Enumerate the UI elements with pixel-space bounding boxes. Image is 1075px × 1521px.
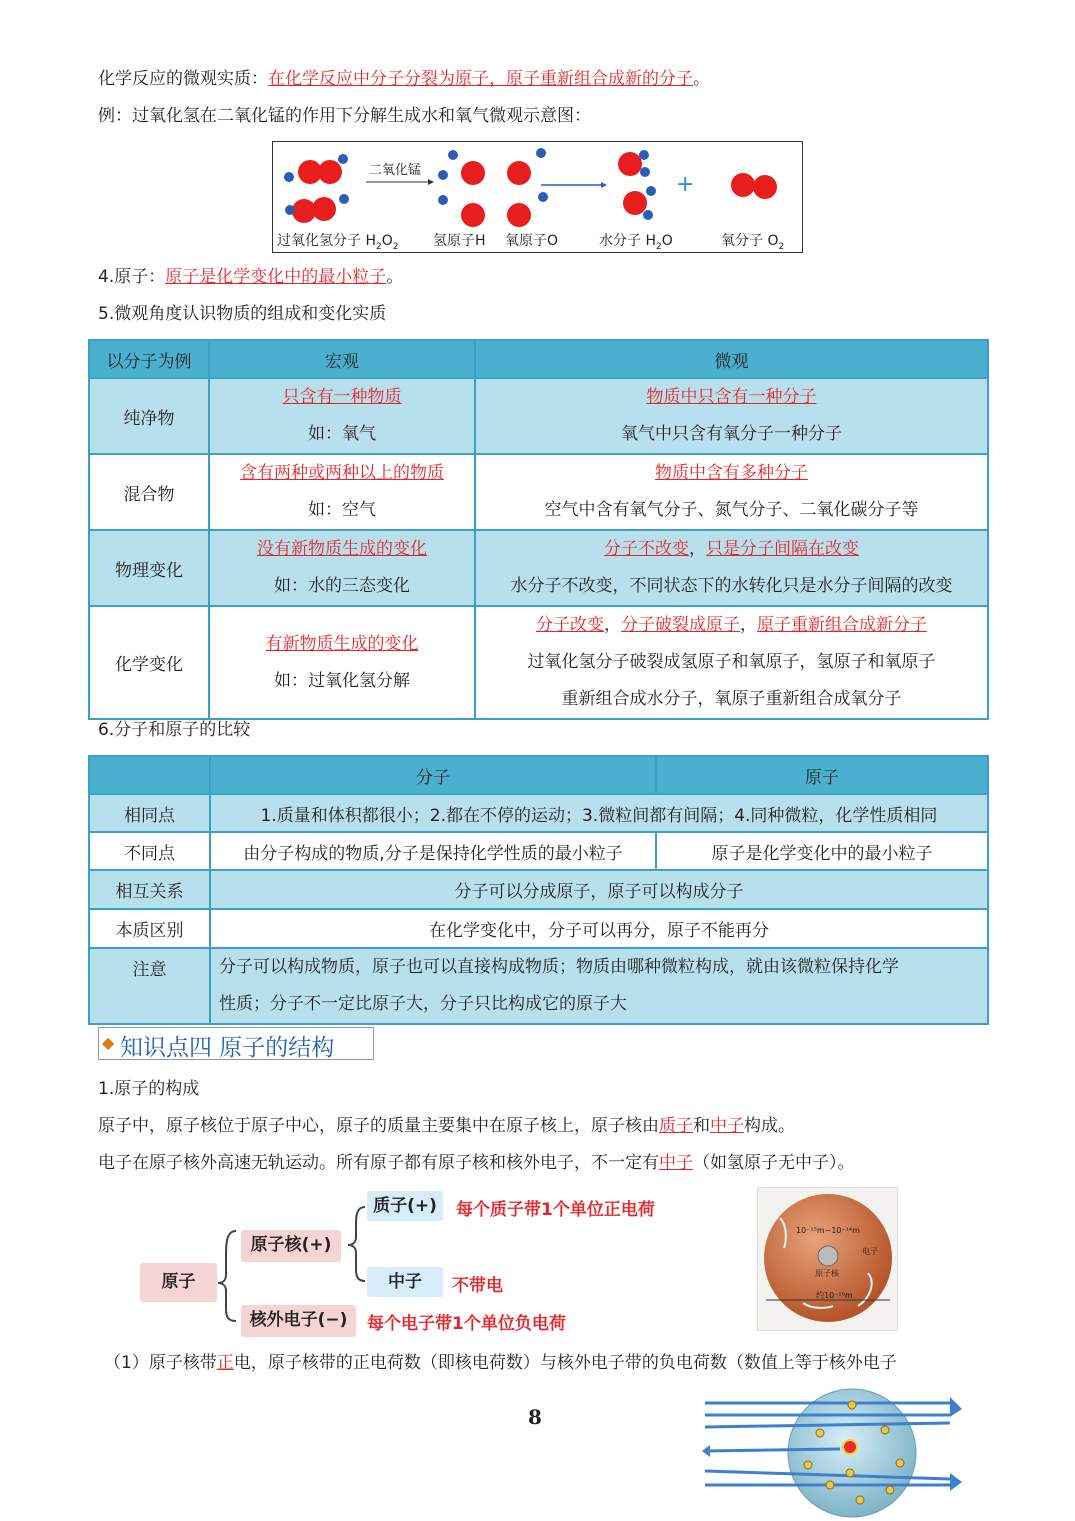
text: 分子可以构成物质，原子也可以直接构成物质；物质由哪种微粒构成，就由该微粒保持化学 [219,957,899,977]
paragraph-charge [104,1352,897,1374]
text: 。 [693,69,710,89]
proton-box: 质子(+) [367,1191,443,1221]
table-row [89,454,988,530]
paragraph-electron [98,1152,855,1174]
nucleus-box: 原子核(+) [241,1230,341,1262]
header-cell: 以分子为例 [89,340,209,378]
example-text: 氧气中只含有氧分子一种分子 [621,424,842,444]
label-water [599,230,673,252]
electron-desc: 每个电子带1个单位负电荷 [367,1314,566,1334]
reaction-essence-line [98,68,710,90]
neutron-desc: 不带电 [452,1276,503,1296]
reaction-diagram [272,141,803,253]
example-text: 如：空气 [308,500,376,520]
text: 电，原子核带的正电荷数（即核电荷数）与核外电子带的负电荷数（数值上等于核外电子 [233,1353,897,1373]
row-label: 注意 [89,948,210,1024]
example-text: 空气中含有氧气分子、氮气分子、二氧化碳分子等 [544,500,919,520]
table-row [89,794,988,832]
answer-text: 有新物质生成的变化 [265,633,419,654]
answer-text: 分子改变 [536,615,604,635]
label-oxygen [721,230,784,252]
answer-text: 中子 [659,1153,693,1173]
label-h2o2: 过氧化氢分子 $H_2O_2$ [277,233,399,252]
electron-label: 电子 [862,1247,878,1256]
row-label: 混合物 [89,454,209,530]
row-label: 物理变化 [89,530,209,606]
cell: 1.质量和体积都很小；2.都在不停的运动；3.微粒间都有间隔；4.同种微粒，化学性质相同 [210,794,988,832]
table-row [89,870,988,909]
table-row [89,378,988,454]
example-text: 如：过氧化氢分解 [274,670,410,691]
text: 化学反应的微观实质： [98,69,268,89]
answer-text: 含有两种或两种以上的物质 [240,463,444,483]
answer-text: 原子重新组合成新分子 [757,615,927,635]
answer-text: 分子破裂成原子 [621,615,740,635]
text: 性质；分子不一定比原子大，分子只比构成它的原子大 [219,994,627,1014]
text: ， [689,539,706,559]
proton-desc: 每个质子带1个单位正电荷 [456,1200,655,1220]
micro-cell [475,606,988,719]
answer-text: 只含有一种物质 [282,387,402,407]
answer-text: 只是分子间隔在改变 [706,539,859,559]
row-label: 相互关系 [89,870,210,909]
micro-cell [475,454,988,530]
table-row [89,606,988,719]
macro-cell [209,606,475,719]
micro-cell [475,378,988,454]
text: 和 [693,1116,710,1136]
subscript: 2 [655,241,662,252]
table-row [89,832,988,870]
answer-text: 分子不改变 [604,539,689,559]
cell: 在化学变化中，分子可以再分，原子不能再分 [210,909,988,948]
label-o-atom: 氧原子O [505,233,559,249]
row-label: 本质区别 [89,909,210,948]
text: ， [740,615,757,635]
table-header-row [89,756,988,794]
size-label: 10⁻¹⁵m~10⁻¹⁴m [796,1226,860,1235]
atom-box: 原子 [140,1263,217,1302]
answer-text: 质子 [659,1116,693,1136]
cell: 由分子构成的物质,分子是保持化学性质的最小粒子 [210,832,656,870]
answer-text: 原子是化学变化中的最小粒子 [165,267,387,287]
micro-cell [475,530,988,606]
row-label: 不同点 [89,832,210,870]
table-header-row [89,340,988,378]
composition-table [88,339,989,720]
table-row [89,948,988,1024]
cell [210,948,988,1024]
answer-text: 没有新物质生成的变化 [257,539,427,559]
answer-text: 正 [216,1353,234,1373]
macro-cell [209,454,475,530]
plus-sign: + [676,172,695,197]
diameter-label: 约10⁻¹⁰m [816,1291,853,1300]
text: 过氧化氢分子 H [277,233,376,249]
text: ， [604,615,621,635]
diamond-icon: ◆ [102,1033,115,1052]
answer-text: 中子 [710,1116,744,1136]
atom-composition-title: 1.原子的构成 [98,1079,200,1099]
subscript: 2 [778,241,785,252]
row-label: 相同点 [89,794,210,832]
table-row [89,909,988,948]
atom-model-image [757,1187,898,1331]
example-line: 例：过氧化氢在二氧化锰的作用下分解生成水和氧气微观示意图： [98,106,591,126]
example-text: 如：氧气 [308,424,376,444]
text: （如氢原子无中子）。 [693,1153,855,1173]
row-label: 化学变化 [89,606,209,719]
example-text: 如：水的三态变化 [274,576,410,596]
text: 原子中，原子核位于原子中心，原子的质量主要集中在原子核上，原子核由 [98,1116,659,1136]
section4-heading [98,1027,374,1060]
header-cell: 分子 [210,756,656,794]
text: O [661,233,673,249]
atom-sphere-drawing [758,1188,899,1332]
section-title: 知识点四 原子的结构 [120,1035,335,1061]
answer-text: 在化学反应中分子分裂为原子，原子重新组合成新的分子 [268,69,693,89]
header-cell: 宏观 [209,340,475,378]
macro-cell [209,378,475,454]
text: 。 [386,267,404,287]
example-text: 水分子不改变，不同状态下的水转化只是水分子间隔的改变 [510,576,953,596]
header-cell [89,756,210,794]
text: 水分子 H [599,233,656,249]
catalyst-label: 二氧化锰 [369,163,422,178]
text: （1）原子核带 [104,1353,217,1373]
section6-title: 6.分子和原子的比较 [98,720,251,740]
label-h-atom: 氢原子H [433,233,486,249]
comparison-table [88,755,989,1025]
cell: 分子可以分成原子，原子可以构成分子 [210,870,988,909]
page-number: 8 [528,1405,542,1429]
macro-cell [209,530,475,606]
table-row [89,530,988,606]
text: 构成。 [744,1116,795,1136]
text: 氧分子 O [721,233,779,249]
electron-box: 核外电子(−) [241,1305,356,1337]
header-cell: 微观 [475,340,988,378]
answer-text: 物质中含有多种分子 [655,463,808,483]
subscript: 2 [392,241,399,252]
subscript: 2 [375,241,382,252]
row-label: 纯净物 [89,378,209,454]
paragraph-nucleus [98,1115,795,1137]
answer-text: 物质中只含有一种分子 [646,387,817,407]
section5-title: 5.微观角度认识物质的组成和变化实质 [98,304,387,324]
atom-definition-line [98,266,403,288]
cell: 原子是化学变化中的最小粒子 [656,832,988,870]
header-cell: 原子 [656,756,988,794]
neutron-box: 中子 [367,1267,443,1297]
example-text: 重新组合成水分子，氧原子重新组合成氧分子 [561,689,902,709]
nucleus-label: 原子核 [815,1269,839,1278]
example-text: 过氧化氢分子破裂成氢原子和氧原子，氢原子和氧原子 [527,652,936,672]
scattering-image [700,1385,965,1521]
text: 电子在原子核外高速无轨运动。所有原子都有原子核和核外电子，不一定有 [98,1153,659,1173]
text: 4.原子： [98,267,166,287]
